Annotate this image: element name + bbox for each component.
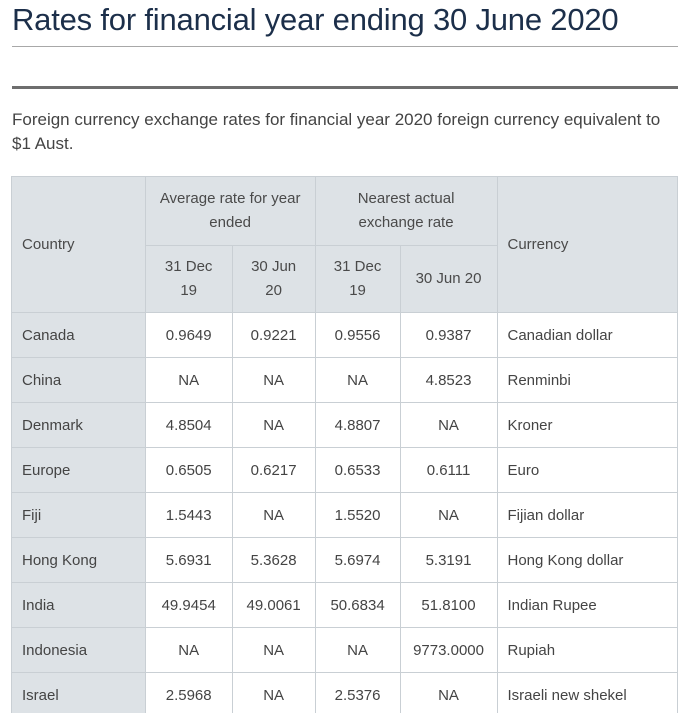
average-jun-cell: NA bbox=[232, 403, 315, 448]
average-jun-cell: NA bbox=[232, 673, 315, 713]
currency-cell: Fijian dollar bbox=[497, 493, 678, 538]
header-nearest-30-jun-20: 30 Jun 20 bbox=[400, 246, 497, 313]
table-row bbox=[12, 313, 678, 358]
average-dec-cell: 4.8504 bbox=[145, 403, 232, 448]
exchange-rates-table bbox=[11, 176, 678, 713]
currency-cell: Rupiah bbox=[497, 628, 678, 673]
average-jun-cell: 5.3628 bbox=[232, 538, 315, 583]
page-title: Rates for financial year ending 30 June 2020 bbox=[12, 2, 619, 37]
currency-cell: Renminbi bbox=[497, 358, 678, 403]
country-cell: Israel bbox=[12, 673, 146, 713]
table-row bbox=[12, 358, 678, 403]
nearest-dec-cell: 0.9556 bbox=[315, 313, 400, 358]
nearest-dec-cell: 2.5376 bbox=[315, 673, 400, 713]
average-dec-cell: 49.9454 bbox=[145, 583, 232, 628]
header-average-30-jun-20: 30 Jun 20 bbox=[232, 246, 315, 313]
nearest-jun-cell: 51.8100 bbox=[400, 583, 497, 628]
section-divider bbox=[12, 86, 678, 89]
average-jun-cell: NA bbox=[232, 628, 315, 673]
nearest-jun-cell: 4.8523 bbox=[400, 358, 497, 403]
nearest-dec-cell: NA bbox=[315, 628, 400, 673]
table-row bbox=[12, 583, 678, 628]
table-row bbox=[12, 403, 678, 448]
country-cell: Hong Kong bbox=[12, 538, 146, 583]
table-row bbox=[12, 673, 678, 713]
average-dec-cell: 1.5443 bbox=[145, 493, 232, 538]
title-divider bbox=[12, 46, 678, 47]
nearest-dec-cell: 50.6834 bbox=[315, 583, 400, 628]
nearest-jun-cell: NA bbox=[400, 493, 497, 538]
average-dec-cell: 2.5968 bbox=[145, 673, 232, 713]
header-average-rate: Average rate for year ended bbox=[145, 177, 315, 246]
header-average-31-dec-19: 31 Dec 19 bbox=[145, 246, 232, 313]
nearest-dec-cell: 4.8807 bbox=[315, 403, 400, 448]
table-row bbox=[12, 628, 678, 673]
currency-cell: Hong Kong dollar bbox=[497, 538, 678, 583]
country-cell: Fiji bbox=[12, 493, 146, 538]
currency-cell: Indian Rupee bbox=[497, 583, 678, 628]
nearest-dec-cell: NA bbox=[315, 358, 400, 403]
table-row bbox=[12, 493, 678, 538]
header-nearest-rate: Nearest actual exchange rate bbox=[315, 177, 497, 246]
country-cell: Indonesia bbox=[12, 628, 146, 673]
currency-cell: Canadian dollar bbox=[497, 313, 678, 358]
average-dec-cell: 0.6505 bbox=[145, 448, 232, 493]
currency-cell: Israeli new shekel bbox=[497, 673, 678, 713]
table-row bbox=[12, 538, 678, 583]
nearest-dec-cell: 1.5520 bbox=[315, 493, 400, 538]
table-header-row bbox=[12, 177, 678, 246]
country-cell: India bbox=[12, 583, 146, 628]
nearest-dec-cell: 5.6974 bbox=[315, 538, 400, 583]
header-currency: Currency bbox=[497, 177, 678, 313]
average-jun-cell: 0.6217 bbox=[232, 448, 315, 493]
nearest-jun-cell: 0.9387 bbox=[400, 313, 497, 358]
average-dec-cell: 5.6931 bbox=[145, 538, 232, 583]
header-nearest-31-dec-19: 31 Dec 19 bbox=[315, 246, 400, 313]
nearest-dec-cell: 0.6533 bbox=[315, 448, 400, 493]
country-cell: China bbox=[12, 358, 146, 403]
currency-cell: Euro bbox=[497, 448, 678, 493]
nearest-jun-cell: 9773.0000 bbox=[400, 628, 497, 673]
average-jun-cell: 49.0061 bbox=[232, 583, 315, 628]
average-jun-cell: NA bbox=[232, 493, 315, 538]
nearest-jun-cell: 0.6111 bbox=[400, 448, 497, 493]
country-cell: Denmark bbox=[12, 403, 146, 448]
country-cell: Europe bbox=[12, 448, 146, 493]
average-jun-cell: 0.9221 bbox=[232, 313, 315, 358]
nearest-jun-cell: NA bbox=[400, 403, 497, 448]
table-row bbox=[12, 448, 678, 493]
average-dec-cell: NA bbox=[145, 358, 232, 403]
header-country: Country bbox=[12, 177, 146, 313]
average-dec-cell: 0.9649 bbox=[145, 313, 232, 358]
average-dec-cell: NA bbox=[145, 628, 232, 673]
currency-cell: Kroner bbox=[497, 403, 678, 448]
nearest-jun-cell: NA bbox=[400, 673, 497, 713]
nearest-jun-cell: 5.3191 bbox=[400, 538, 497, 583]
table-intro: Foreign currency exchange rates for financial year 2020 foreign currency equivalent to $1 Aust. bbox=[12, 110, 661, 153]
country-cell: Canada bbox=[12, 313, 146, 358]
average-jun-cell: NA bbox=[232, 358, 315, 403]
